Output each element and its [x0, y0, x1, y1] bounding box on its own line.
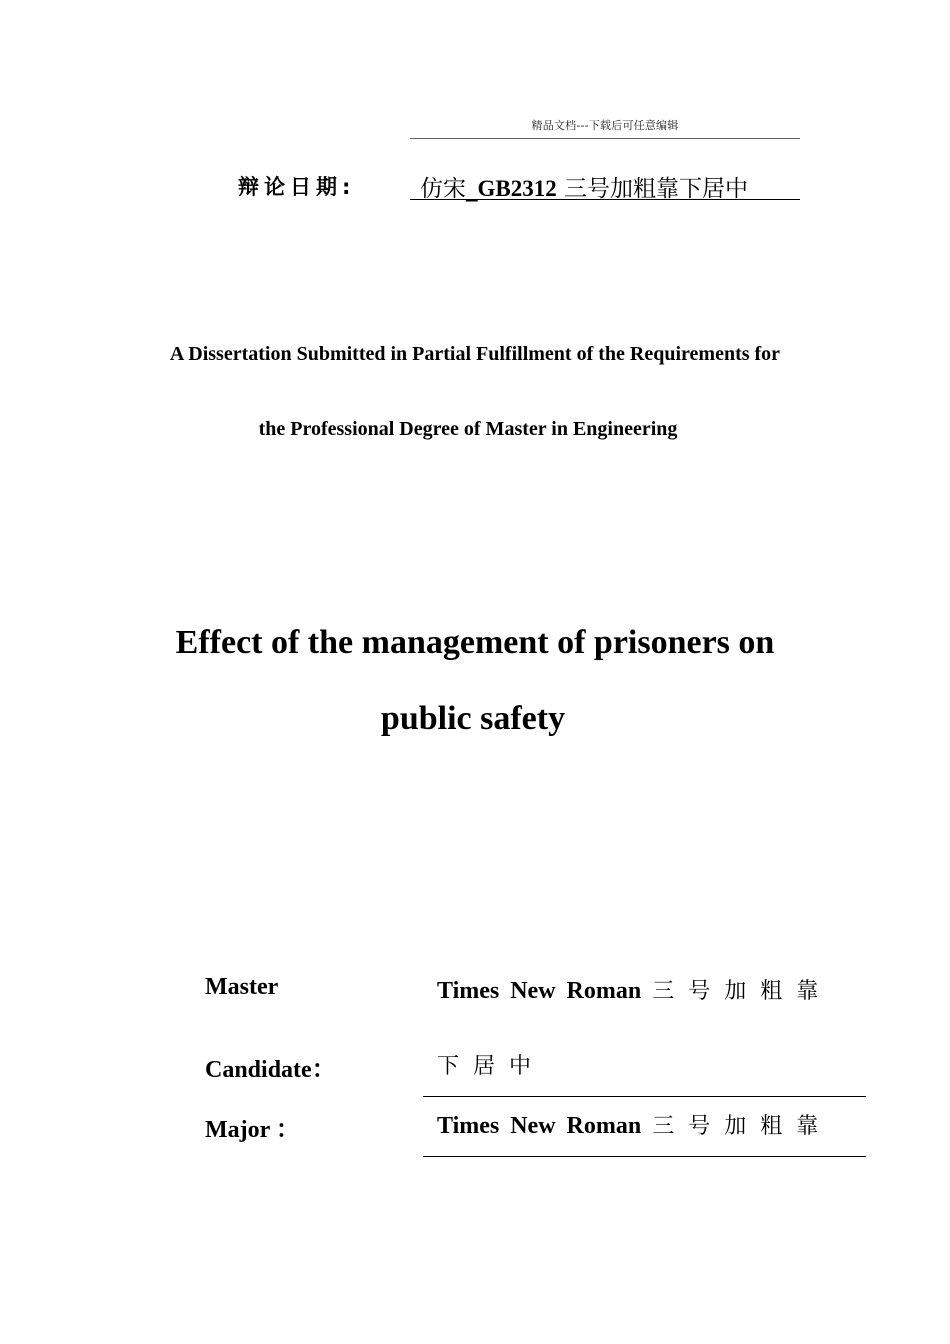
defense-date-value-code: GB2312	[477, 176, 557, 201]
major-value-latin: Times New Roman	[437, 1113, 642, 1139]
dissertation-statement-line-1: A Dissertation Submitted in Partial Fulfillment of the Requirements for	[169, 343, 781, 365]
defense-date-value-suffix: 三号加粗靠下居中	[564, 176, 749, 202]
thesis-title-line-2: public safety	[380, 700, 566, 737]
major-value	[437, 1109, 832, 1140]
major-value-cjk: 三号加粗靠	[652, 1114, 833, 1139]
header-rule	[410, 138, 800, 139]
candidate-underline	[423, 1096, 866, 1097]
candidate-value	[437, 1049, 545, 1080]
master-value	[437, 974, 832, 1005]
candidate-value-cjk: 下居中	[437, 1054, 546, 1079]
defense-date-label: 辩论日期:	[238, 175, 356, 199]
thesis-title-line-1: Effect of the management of prisoners on	[175, 624, 775, 661]
major-underline	[423, 1156, 866, 1157]
master-value-latin: Times New Roman	[437, 978, 642, 1004]
dissertation-statement-line-2: the Professional Degree of Master in Engineering	[258, 418, 678, 440]
major-label: Major ：	[205, 1117, 300, 1143]
master-label: Master	[205, 974, 279, 1000]
defense-date-underline	[410, 199, 800, 200]
header-note: 精品文档---下载后可任意编辑	[531, 119, 679, 132]
master-value-cjk: 三号加粗靠	[652, 979, 833, 1004]
candidate-label: Candidate：	[205, 1057, 336, 1083]
defense-date-value-prefix: 仿宋_	[420, 176, 478, 202]
